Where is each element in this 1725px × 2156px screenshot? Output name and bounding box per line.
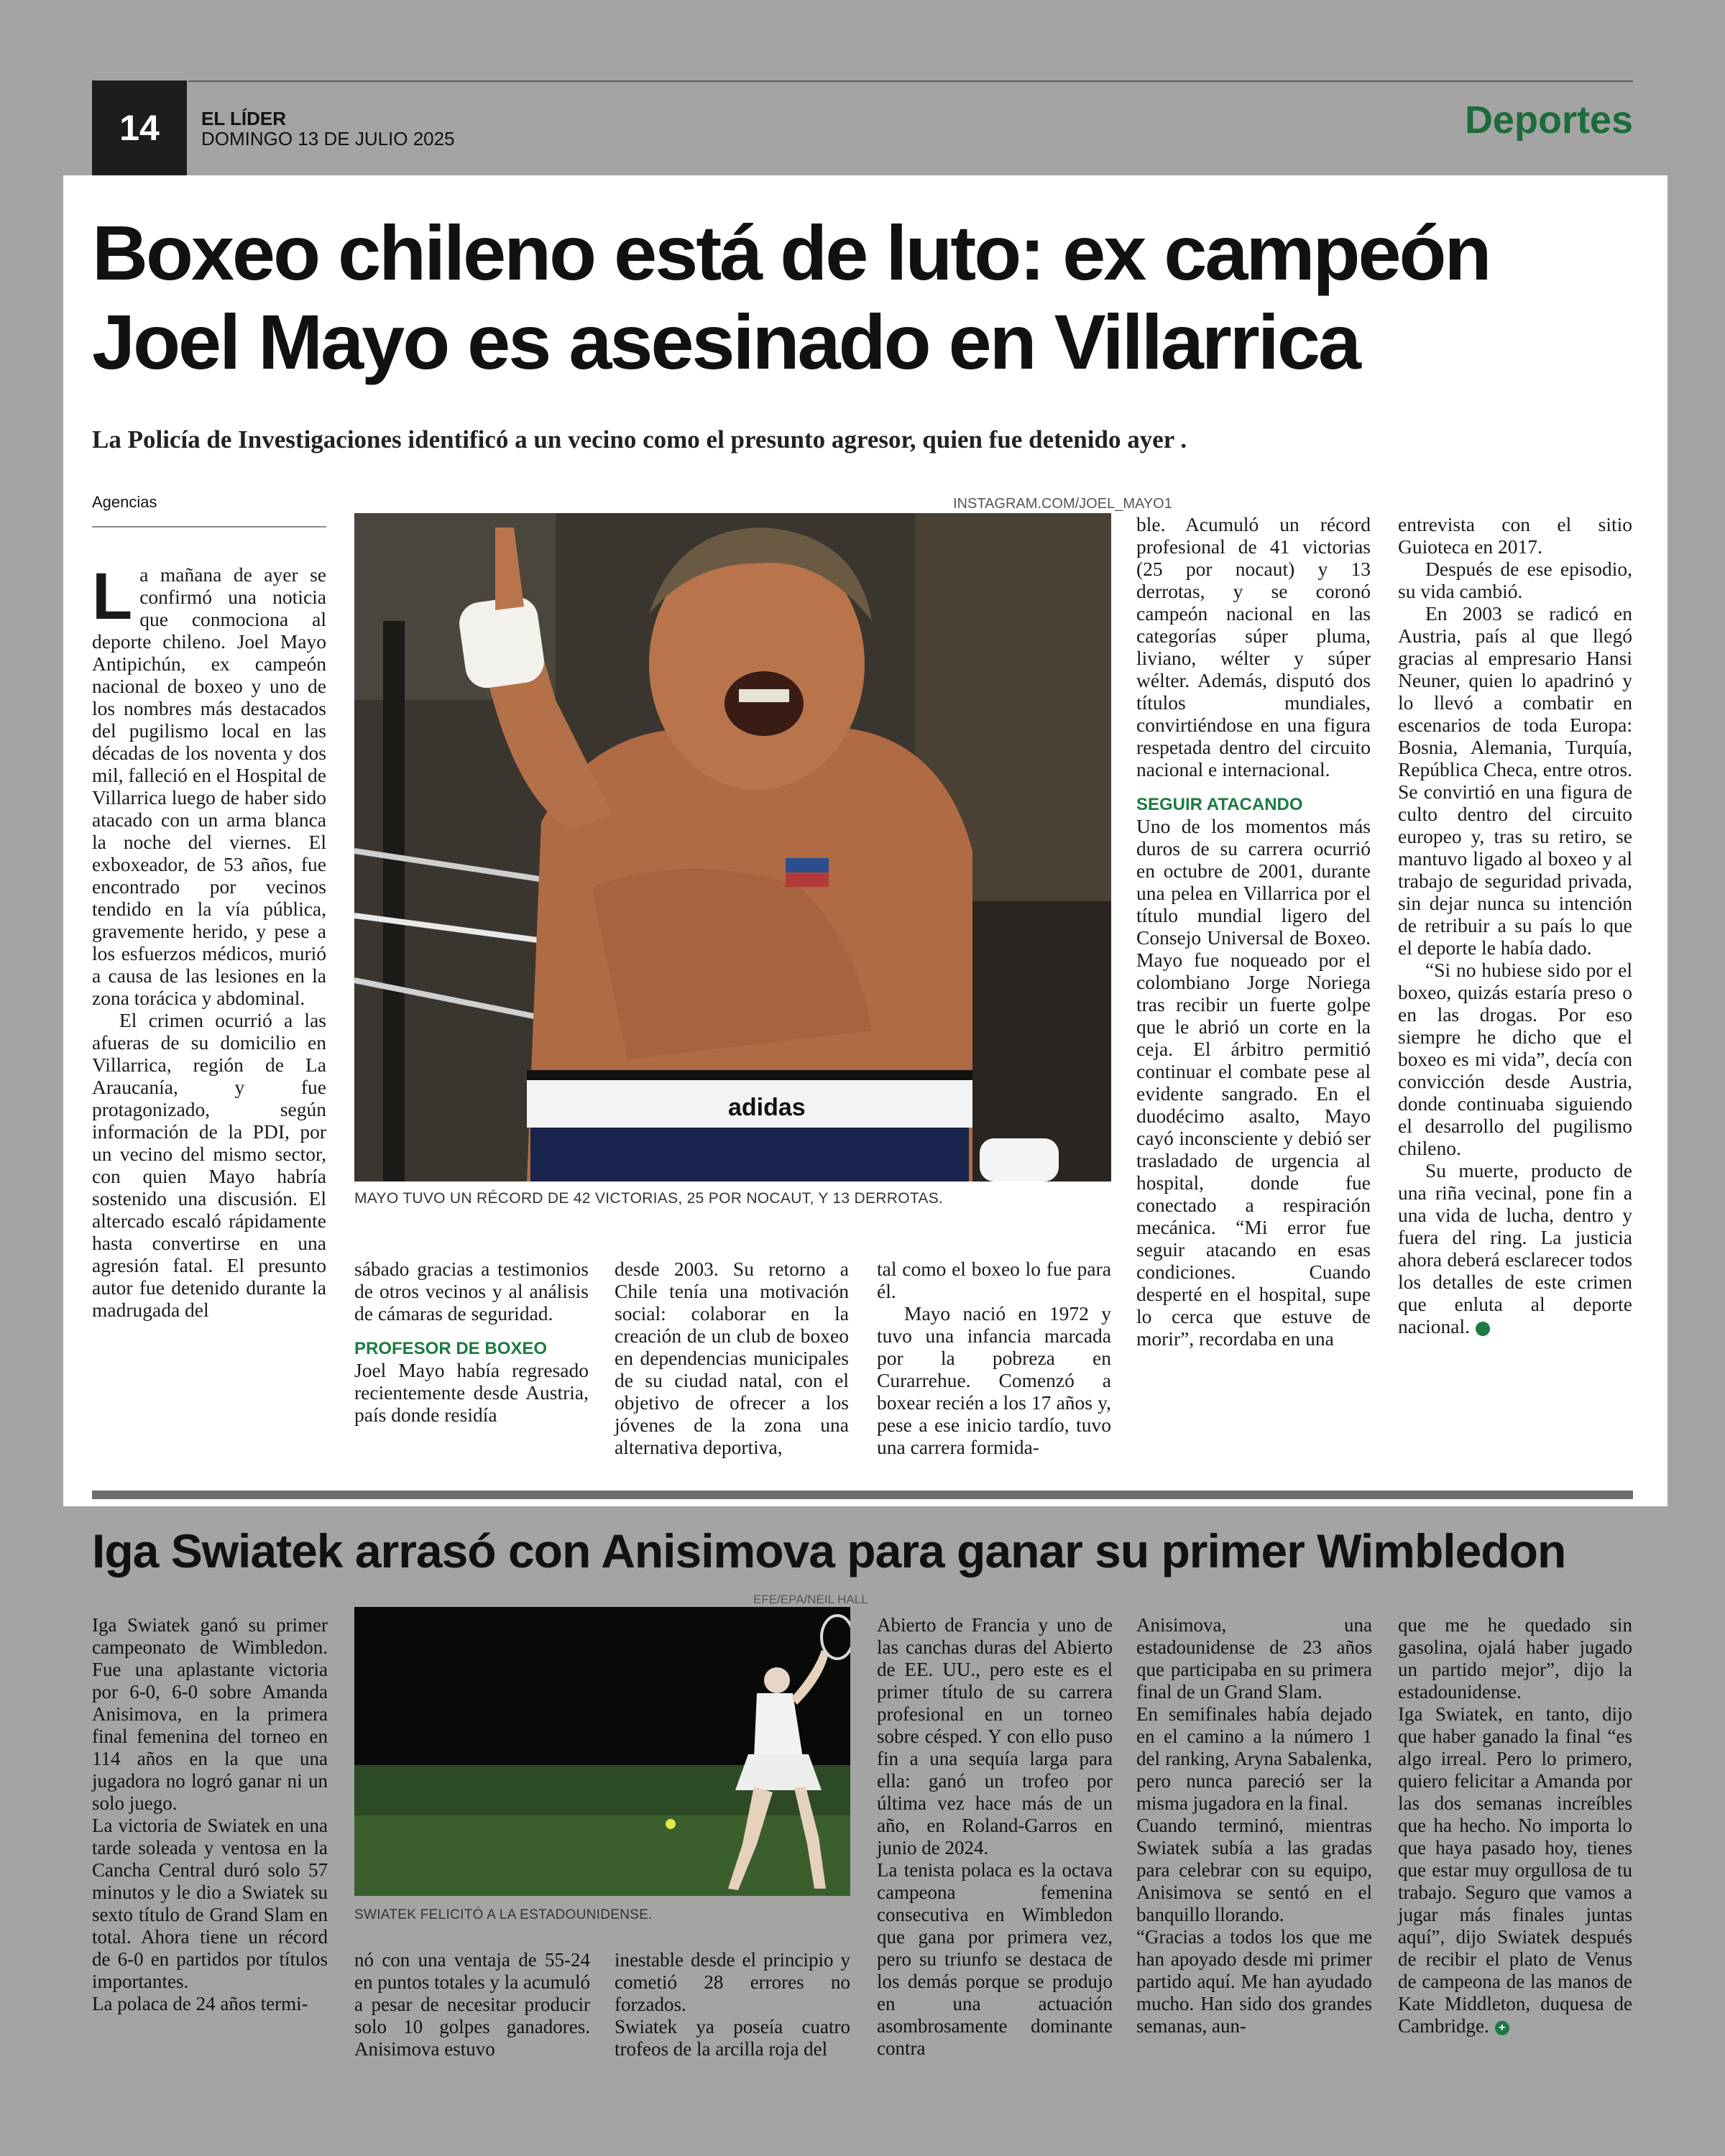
paragraph: “Gracias a todos los que me han apoyado desde mi primer partido aquí. Me han ayudado mucho. Han sido dos grandes semanas, aun-	[1136, 1926, 1372, 2037]
paragraph: Uno de los momentos más duros de su carrera ocurrió en octubre de 2001, durante una pelea en Villarrica por el título mundial ligero del Consejo Universal de Boxeo. Mayo fue noqueado por el colombiano Jorge Noriega tras recibir un fuerte golpe que le abrió un corte en la ceja. El árbitro permitió continuar el combate pese al evidente sangrado. En el duodécimo asalto, Mayo cayó inconsciente y debió ser trasladado de urgencia al hospital, donde fue conectado a respiración mecánica. “Mi error fue seguir atacando en esas condiciones. Cuando desperté en el hospital, supe lo cerca que estuve de morir”, recordaba en una	[1136, 815, 1371, 1350]
paragraph: desde 2003. Su retorno a Chile tenía una motivación social: colaborar en la creación de un club de boxeo en dependencias municipales de su ciudad natal, con el objetivo de ofrecer a los jóvenes de la zona una alternativa deportiva,	[615, 1258, 849, 1458]
second-column-2	[354, 1949, 590, 2060]
second-column-5	[1136, 1614, 1372, 2037]
second-column-6	[1398, 1614, 1632, 2037]
second-column-4	[877, 1614, 1113, 2060]
dropcap: L	[92, 560, 133, 633]
photo-credit: EFE/EPA/NEIL HALL	[753, 1593, 868, 1606]
second-column-1	[92, 1614, 328, 2015]
end-of-article-icon: +	[1476, 1322, 1490, 1336]
tennis-photo	[354, 1607, 850, 1896]
subhead-profesor: PROFESOR DE BOXEO	[354, 1339, 548, 1358]
paragraph: “Si no hubiese sido por el boxeo, quizás estaría preso o en las drogas. Por eso siempre he dicho que el boxeo es mi vida”, decía con convicción desde Austria, donde continuaba siguiendo el desarrollo del pugilismo chileno.	[1398, 959, 1632, 1159]
paragraph: Abierto de Francia y uno de las canchas duras del Abierto de EE. UU., pero este es el primer título de su carrera profesional en un torneo sobre césped. Y con ello puso fin a una sequía larga para ella: ganó un trofeo por última vez hace más de un año, en Roland-Garros en junio de 2024.	[877, 1614, 1113, 1858]
paragraph: El crimen ocurrió a las afueras de su domicilio en Villarrica, región de La Araucanía, y fue protagonizado, según información de la PDI, por un vecino del mismo sector, con quien Mayo habría sostenido una discusión. El altercado escaló rápidamente hasta convertirse en una agresión fatal. El presunto autor fue detenido durante la madrugada del	[92, 1009, 326, 1321]
paragraph: ble. Acumuló un récord profesional de 41 victorias (25 por nocaut) y 13 derrotas, y se coronó campeón nacional en las categorías súper pluma, liviano, wélter y súper wélter. Además, disputó dos títulos mundiales, convirtiéndose en una figura respetada dentro del circuito nacional e internacional.	[1136, 513, 1371, 780]
photo-caption: SWIATEK FELICITÓ A LA ESTADOUNIDENSE.	[354, 1907, 653, 1922]
lead-column-2	[354, 1258, 589, 1426]
paragraph: Mayo nació en 1972 y tuvo una infancia marcada por la pobreza en Curarrehue. Comenzó a boxear recién a los 17 años y, pese a ese inicio tardío, tuvo una carrera formida-	[877, 1302, 1111, 1458]
paragraph: tal como el boxeo lo fue para él.	[877, 1258, 1111, 1302]
section-name: Deportes	[1464, 98, 1633, 142]
paragraph: Swiatek ya poseía cuatro trofeos de la arcilla roja del	[615, 2016, 850, 2060]
paragraph: nó con una ventaja de 55-24 en puntos totales y la acumuló a pesar de necesitar producir solo 10 golpes ganadores. Anisimova estuvo	[354, 1949, 590, 2060]
second-headline: Iga Swiatek arrasó con Anisimova para ganar su primer Wimbledon	[92, 1524, 1566, 1577]
paragraph: Anisimova, una estadounidense de 23 años que participaba en su primera final de un Grand Slam.	[1136, 1614, 1372, 1703]
paragraph: La polaca de 24 años termi-	[92, 1993, 308, 2014]
paragraph: sábado gracias a testimonios de otros vecinos y al análisis de cámaras de seguridad.	[354, 1258, 589, 1325]
paragraph: inestable desde el principio y cometió 28 errores no forzados.	[615, 1949, 850, 2015]
lead-headline: Boxeo chileno está de luto: ex campeón Joel Mayo es asesinado en Villarrica	[92, 209, 1490, 385]
lead-column-6	[1398, 513, 1632, 1337]
paragraph: que me he quedado sin gasolina, ojalá haber jugado un partido mejor”, dijo la estadounidense.	[1398, 1614, 1632, 1703]
paragraph: entrevista con el sitio Guioteca en 2017.	[1398, 513, 1632, 558]
paragraph: La victoria de Swiatek en una tarde soleada y ventosa en la Cancha Central duró solo 57 minutos y le dio a Swiatek su sexto título de Grand Slam en total. Ahora tiene un récord de 6-0 en partidos por títulos importantes.	[92, 1815, 328, 1992]
paragraph: Iga Swiatek ganó su primer campeonato de Wimbledon. Fue una aplastante victoria por 6-0, 6-0 sobre Amanda Anisimova, en la primera final femenina del torneo en 114 años en la que una jugadora no logró ganar ni un solo juego.	[92, 1614, 328, 1814]
lead-deck: La Policía de Investigaciones identificó a un vecino como el presunto agresor, quien fue detenido ayer .	[92, 425, 1187, 453]
masthead-rule	[188, 80, 1633, 82]
boxer-photo	[354, 513, 1111, 1181]
lead-column-4	[877, 1258, 1111, 1458]
paragraph: Cuando terminó, mientras Swiatek subía a las gradas para celebrar con su equipo, Anisimova se sentó en el banquillo llorando.	[1136, 1815, 1372, 1925]
paper-name: EL LÍDER	[201, 108, 286, 129]
byline: Agencias	[92, 493, 326, 528]
paragraph: Después de ese episodio, su vida cambió.	[1398, 558, 1632, 602]
paragraph: En semifinales había dejado en el camino a la número 1 del ranking, Aryna Sabalenka, pero nunca pareció ser la misma jugadora en la final.	[1136, 1703, 1372, 1814]
lead-column-1	[92, 560, 326, 1321]
photo-caption: MAYO TUVO UN RÉCORD DE 42 VICTORIAS, 25 POR NOCAUT, Y 13 DERROTAS.	[354, 1190, 944, 1207]
end-of-article-icon: +	[1495, 2021, 1509, 2035]
paragraph: En 2003 se radicó en Austria, país al que llegó gracias al empresario Hansi Neuner, quien lo apadrinó y lo llevó a combatir en escenarios de toda Europa: Bosnia, Alemania, Turquía, República Checa, entre otros. Se convirtió en una figura de culto dentro del circuito europeo y, tras su retiro, se mantuvo ligado al boxeo y al trabajo de seguridad privada, sin dejar nunca su intención de retribuir a su país lo que el deporte le había dado.	[1398, 602, 1632, 959]
paragraph: Su muerte, producto de una riña vecinal, pone fin a una vida de lucha, dentro y fuera del ring. La justicia ahora deberá esclarecer todos los detalles de este crimen que enluta al deporte nacional. +	[1398, 1159, 1632, 1337]
paragraph: Joel Mayo había regresado recientemente desde Austria, país donde residía	[354, 1359, 589, 1426]
issue-date: DOMINGO 13 DE JULIO 2025	[201, 128, 455, 149]
lead-column-3	[615, 1258, 849, 1458]
tennis-illustration	[354, 1607, 850, 1896]
second-column-3	[615, 1949, 850, 2060]
page-number: 14	[92, 80, 187, 175]
trunks-logo: adidas	[728, 1094, 806, 1121]
lead-paragraph: La mañana de ayer se confirmó una noticia que conmociona al deporte chileno. Joel Mayo Antipichún, ex campeón nacional de boxeo y uno de los nombres más destacados del pugilismo local en las décadas de los noventa y dos mil, falleció en el Hospital de Villarrica luego de haber sido atacado con un arma blanca la noche del viernes. El exboxeador, de 53 años, fue encontrado por vecinos tendido en la vía pública, gravemente herido, y pese a los esfuerzos médicos, murió a causa de las lesiones en la zona torácica y abdominal.	[92, 560, 326, 1009]
section-divider	[92, 1491, 1633, 1499]
photo-credit: INSTAGRAM.COM/JOEL_MAYO1	[953, 496, 1172, 512]
lead-column-5	[1136, 513, 1371, 1350]
paragraph: La tenista polaca es la octava campeona femenina consecutiva en Wimbledon que gana por primera vez, pero su triunfo se destaca de los demás porque se produjo en una actuación asombrosamente dominante contra	[877, 1859, 1113, 2059]
boxer-illustration	[354, 513, 1111, 1181]
subhead-seguir: SEGUIR ATACANDO	[1136, 795, 1303, 814]
paragraph: Iga Swiatek, en tanto, dijo que haber ganado la final “es algo irreal. Pero lo primero, quiero felicitar a Amanda por las dos semanas increíbles que ha hecho. No importa lo que haya pasado hoy, tienes que estar muy orgullosa de tu trabajo. Seguro que vamos a jugar más finales juntas aquí”, dijo Swiatek después de recibir el plato de Venus de campeona de las manos de Kate Middleton, duquesa de Cambridge. +	[1398, 1703, 1632, 2037]
